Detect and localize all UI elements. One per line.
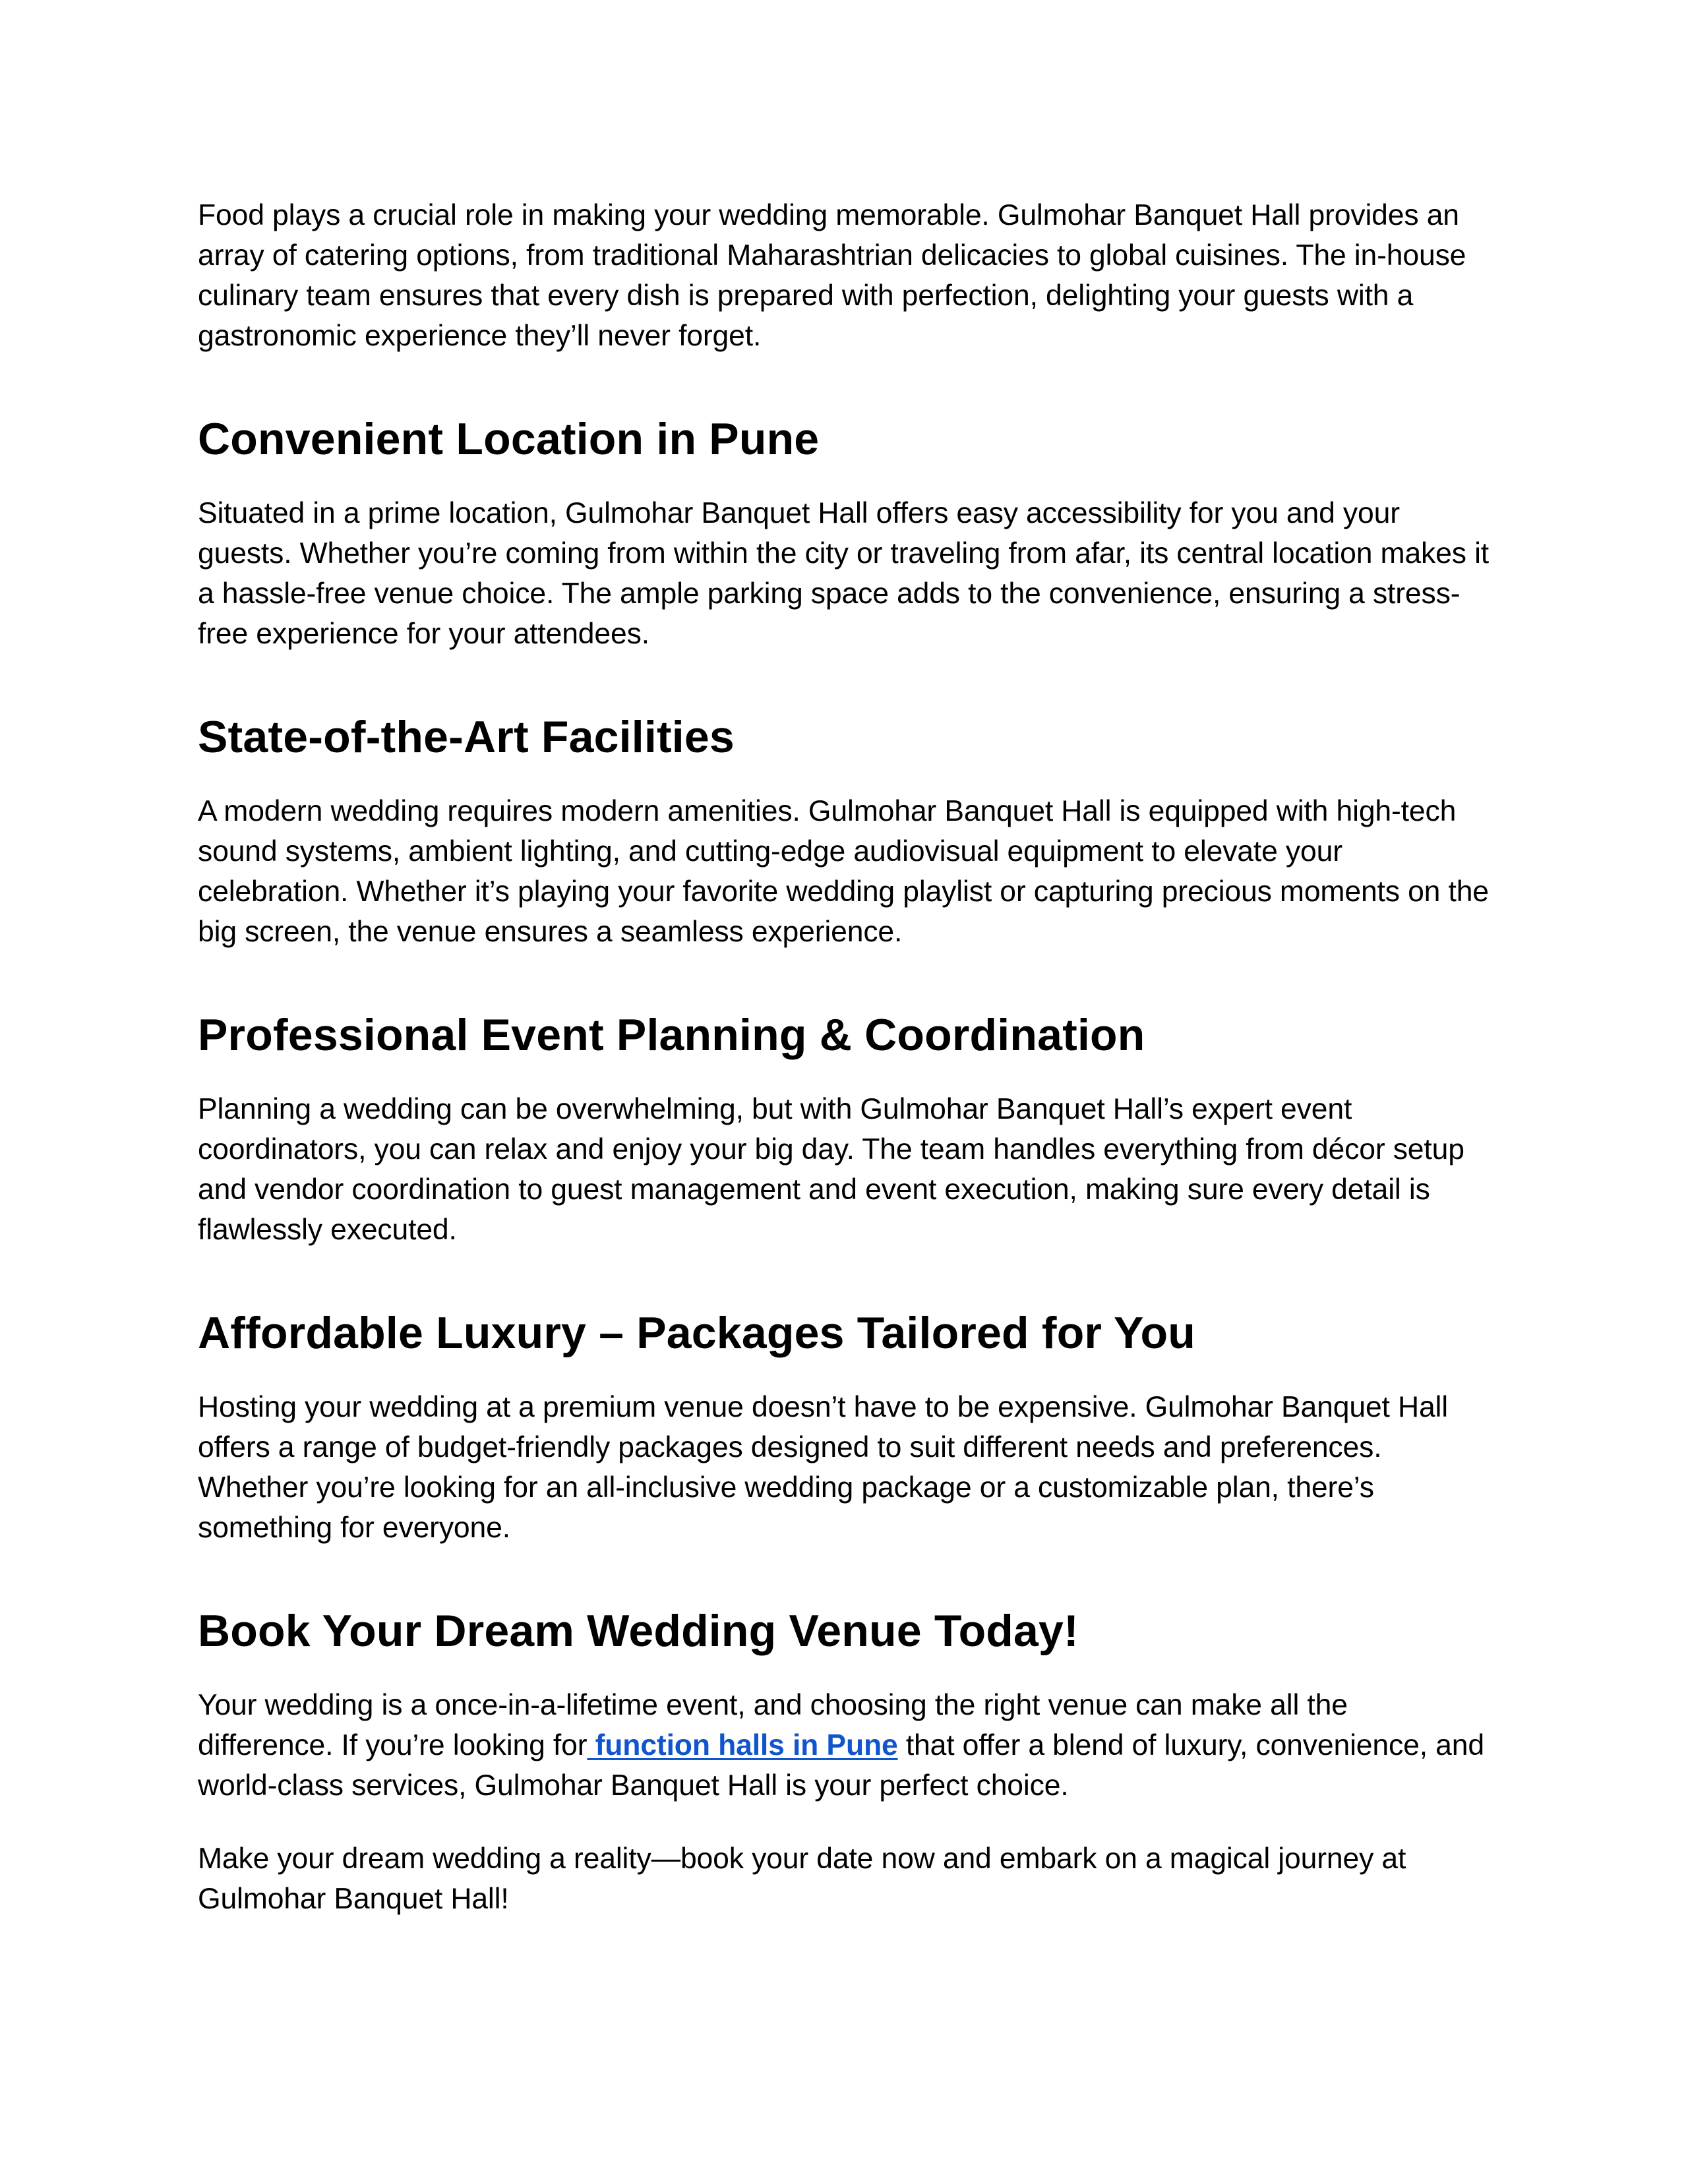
heading-facilities: State-of-the-Art Facilities bbox=[198, 712, 735, 762]
heading-packages: Affordable Luxury – Packages Tailored for You bbox=[198, 1308, 1195, 1358]
book-text-after-link: that offer a blend of luxury, convenience, and world-class services, Gulmohar Banquet Hall is your perfect choice. bbox=[198, 1729, 1484, 1802]
heading-location: Convenient Location in Pune bbox=[198, 414, 820, 464]
heading-book-today: Book Your Dream Wedding Venue Today! bbox=[198, 1606, 1079, 1656]
heading-event-planning: Professional Event Planning & Coordination bbox=[198, 1010, 1145, 1060]
paragraph-location: Situated in a prime location, Gulmohar Banquet Hall offers easy accessibility for you and your guests. Whether you’re coming from within the city or traveling from afar, its central location makes it a hassle-free venue choice. The ample parking space adds to the convenience, ensuring a stress-free experience for your attendees. bbox=[198, 497, 1490, 650]
function-halls-link[interactable]: function halls in Pune bbox=[587, 1729, 898, 1761]
paragraph-facilities: A modern wedding requires modern amenities. Gulmohar Banquet Hall is equipped with high-tech sound systems, ambient lighting, and cutting-edge audiovisual equipment to elevate your celebration. Whether it’s playing your favorite wedding playlist or capturing precious moments on the big screen, the venue ensures a seamless experience. bbox=[198, 795, 1489, 948]
document-page bbox=[198, 195, 1490, 1919]
paragraph-event-planning: Planning a wedding can be overwhelming, but with Gulmohar Banquet Hall’s expert event coordinators, you can relax and enjoy your big day. The team handles everything from décor setup and vendor coordination to guest management and event execution, making sure every detail is flawlessly executed. bbox=[198, 1093, 1464, 1246]
paragraph-book-today bbox=[198, 1685, 1490, 1806]
closing-paragraph: Make your dream wedding a reality—book your date now and embark on a magical journey at Gulmohar Banquet Hall! bbox=[198, 1843, 1406, 1915]
paragraph-packages: Hosting your wedding at a premium venue doesn’t have to be expensive. Gulmohar Banquet Hall offers a range of budget-friendly packages designed to suit different needs and preferences. Whether you’re looking for an all-inclusive wedding package or a customizable plan, there’s something for everyone. bbox=[198, 1391, 1449, 1544]
book-text-before-link: Your wedding is a once-in-a-lifetime event, and choosing the right venue can make all the difference. If you’re looking for bbox=[198, 1689, 1348, 1761]
intro-paragraph: Food plays a crucial role in making your wedding memorable. Gulmohar Banquet Hall provides an array of catering options, from traditional Maharashtrian delicacies to global cuisines. The in-house culinary team ensures that every dish is prepared with perfection, delighting your guests with a gastronomic experience they’ll never forget. bbox=[198, 199, 1466, 352]
